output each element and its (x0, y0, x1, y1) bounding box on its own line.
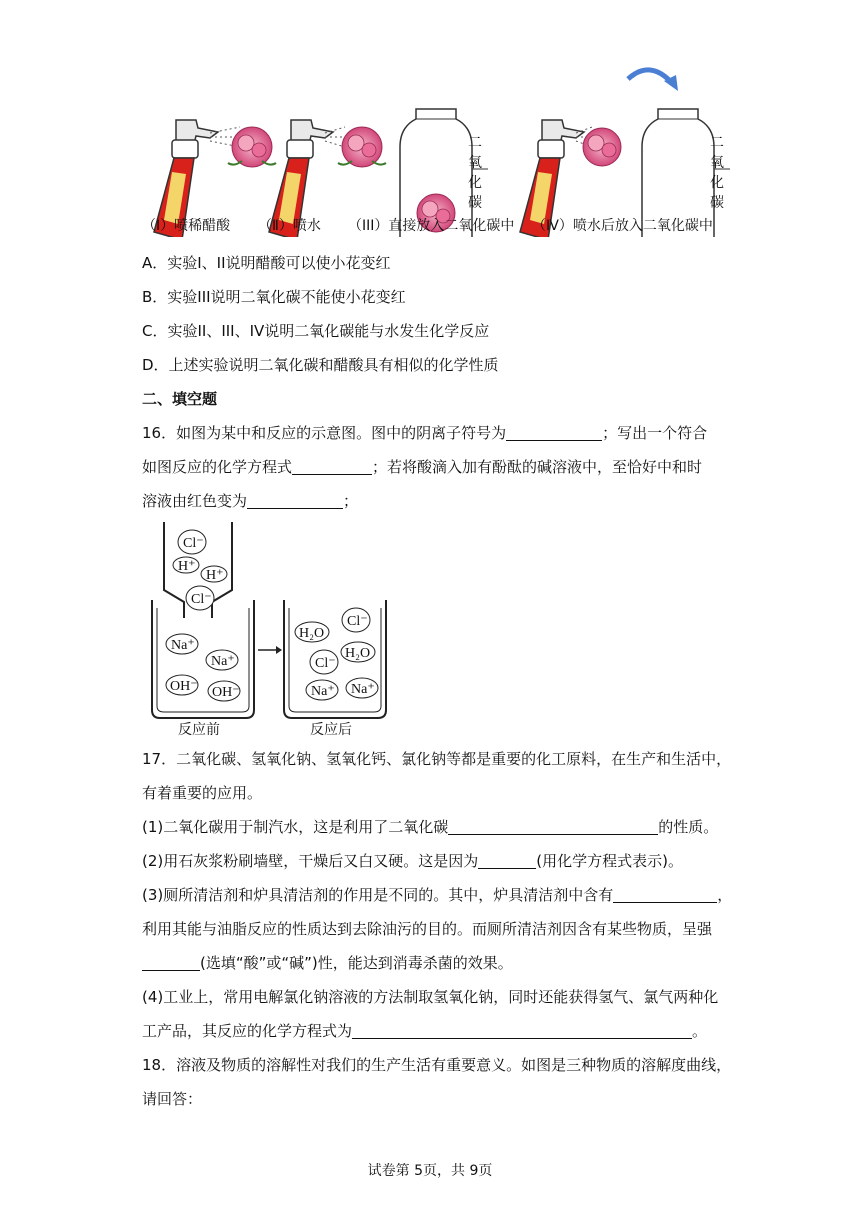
question-17 (142, 742, 733, 1048)
ion-particle (206, 650, 238, 670)
svg-text:二: 二 (710, 135, 724, 151)
caption-experiment-2: （Ⅱ）喷水 (258, 218, 321, 234)
ion-particle (166, 675, 198, 695)
ion-particle (208, 681, 240, 701)
answer-blank[interactable] (142, 952, 200, 971)
caption-experiment-3: （III）直接放入二氧化碳中 (348, 218, 515, 234)
svg-text:氧: 氧 (710, 155, 724, 171)
q17-text: 17．二氧化碳、氢氧化钠、氢氧化钙、氯化钠等都是重要的化工原料，在生产和生活中， (142, 750, 732, 768)
answer-blank[interactable] (352, 1020, 692, 1039)
svg-text:Na⁺: Na⁺ (311, 684, 335, 699)
neutralization-figure (140, 518, 400, 740)
q17-text: 有着重要的应用。 (142, 784, 263, 802)
q16-text: 16．如图为某中和反应的示意图。图中的阴离子符号为 (142, 424, 507, 442)
answer-blank[interactable] (506, 422, 602, 441)
caption-experiment-4: （Ⅳ）喷水后放入二氧化碳中 (532, 218, 713, 234)
answer-blank[interactable] (247, 490, 343, 509)
svg-text:OH⁻: OH⁻ (212, 685, 240, 700)
svg-text:H₂O: H₂O (345, 646, 371, 661)
section-title: 二、填空题 (142, 390, 218, 408)
rose-flower-icon (338, 127, 386, 167)
q18-text: 18．溶液及物质的溶解性对我们的生产生活有重要意义。如图是三种物质的溶解度曲线， (142, 1056, 732, 1074)
answer-blank[interactable] (292, 456, 372, 475)
q17-part1: (1)二氧化碳用于制汽水，这是利用了二氧化碳 (142, 818, 449, 836)
q17-part1: 的性质。 (658, 818, 719, 836)
q16-text: ；写出一个符合 (602, 424, 708, 442)
svg-text:碳: 碳 (468, 195, 482, 211)
q17-part4: 工产品，其反应的化学方程式为 (142, 1022, 353, 1040)
svg-text:二: 二 (468, 135, 482, 151)
svg-text:化: 化 (468, 175, 482, 191)
ion-particle (310, 650, 338, 674)
q17-part3: 利用其能与油脂反应的性质达到去除油污的目的。而厕所清洁剂因含有某些物质，呈强 (142, 920, 713, 938)
flower-experiment-figure (140, 65, 730, 237)
rose-flower-icon (228, 127, 276, 167)
page-footer: 试卷第 5页，共 9页 (367, 1163, 493, 1179)
ion-particle (346, 678, 378, 698)
svg-text:Cl⁻: Cl⁻ (315, 656, 336, 671)
svg-text:Na⁺: Na⁺ (171, 638, 195, 653)
svg-text:Cl⁻: Cl⁻ (347, 614, 368, 629)
label-after-reaction: 反应后 (310, 722, 352, 738)
beaker-before-icon (152, 600, 254, 718)
svg-text:氧: 氧 (468, 155, 482, 171)
option-a: A．实验I、II说明醋酸可以使小花变红 (142, 254, 391, 272)
svg-text:碳: 碳 (710, 195, 724, 211)
ion-particle (201, 566, 227, 583)
answer-options (142, 246, 722, 416)
q16-text: ；若将酸滴入加有酚酞的碱溶液中，至恰好中和时 (372, 458, 703, 476)
question-18 (142, 1048, 732, 1116)
curved-arrow-icon (628, 70, 678, 91)
q16-text: 如图反应的化学方程式 (142, 458, 293, 476)
q18-text: 请回答： (142, 1090, 203, 1108)
q16-text: 溶液由红色变为 (142, 492, 248, 510)
svg-text:OH⁻: OH⁻ (170, 679, 198, 694)
caption-experiment-1: （I）喷稀醋酸 (142, 218, 231, 234)
answer-blank[interactable] (613, 884, 717, 903)
ion-particle (186, 586, 214, 610)
q17-part3: (选填“酸”或“碱”)性，能达到消毒杀菌的效果。 (200, 954, 513, 972)
q17-part2: (2)用石灰浆粉刷墙壁，干燥后又白又硬。这是因为 (142, 852, 479, 870)
q17-part4: (4)工业上，常用电解氯化钠溶液的方法制取氢氧化钠，同时还能获得氢气、氯气两种化 (142, 988, 719, 1006)
label-before-reaction: 反应前 (178, 722, 220, 738)
ion-particle (166, 634, 198, 654)
rose-flower-icon (583, 128, 621, 166)
svg-text:Cl⁻: Cl⁻ (183, 536, 204, 551)
ion-particle (295, 622, 329, 642)
ion-particle (178, 530, 206, 554)
option-b: B．实验III说明二氧化碳不能使小花变红 (142, 288, 406, 306)
q17-part2: (用化学方程式表示)。 (536, 852, 683, 870)
question-16 (142, 416, 722, 518)
svg-text:H⁺: H⁺ (178, 559, 196, 574)
q16-text: ； (343, 492, 359, 510)
svg-text:H₂O: H₂O (299, 626, 325, 641)
svg-text:Na⁺: Na⁺ (351, 682, 375, 697)
svg-text:Cl⁻: Cl⁻ (191, 592, 212, 607)
svg-text:化: 化 (710, 175, 724, 191)
option-d: D．上述实验说明二氧化碳和醋酸具有相似的化学性质 (142, 356, 499, 374)
svg-text:H⁺: H⁺ (206, 568, 224, 583)
q17-part3: ， (717, 886, 733, 904)
reaction-arrow-icon (258, 646, 282, 654)
answer-blank[interactable] (448, 816, 658, 835)
q17-part3: (3)厕所清洁剂和炉具清洁剂的作用是不同的。其中，炉具清洁剂中含有 (142, 886, 614, 904)
q17-part4: 。 (692, 1022, 708, 1040)
ion-particle (341, 642, 375, 662)
svg-text:Na⁺: Na⁺ (211, 654, 235, 669)
answer-blank[interactable] (478, 850, 536, 869)
option-c: C．实验II、III、IV说明二氧化碳能与水发生化学反应 (142, 322, 490, 340)
ion-particle (173, 557, 199, 574)
ion-particle (342, 608, 370, 632)
ion-particle (306, 680, 338, 700)
